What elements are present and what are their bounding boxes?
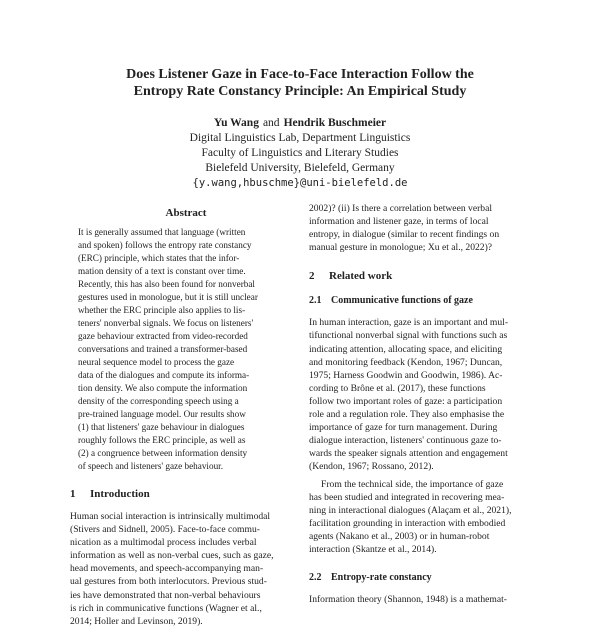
- section-heading-related-work: [309, 269, 533, 283]
- subsection-title: Entropy-rate constancy: [331, 572, 432, 584]
- author-conjunction: and: [262, 117, 280, 129]
- section-heading-introduction: [70, 487, 302, 501]
- title-line: Entropy Rate Constancy Principle: An Empirical Study: [133, 84, 467, 99]
- paper-title: [0, 66, 600, 100]
- text-line: Information theory (Shannon, 1948) is a mathemat-: [309, 594, 507, 606]
- text-line: (ERC) principle, which states that the infor-: [78, 253, 240, 263]
- text-line: It is generally assumed that language (written: [78, 227, 246, 237]
- text-line: teners' nonverbal signals. We focus on listeners': [78, 318, 254, 328]
- text-line: (Stivers and Sidnell, 2005). Face-to-face commu-: [70, 524, 260, 536]
- text-line: follow two important roles of gaze: a participation: [309, 395, 503, 407]
- text-line: manual gesture in monologue; Xu et al., 2022)?: [309, 242, 493, 254]
- text-line: and spoken) follows the entropy rate constancy: [78, 240, 252, 250]
- text-line: whether the ERC principle also applies to lis-: [78, 305, 246, 315]
- text-line: ning in interactional dialogues (Alaçam et al., 2021),: [309, 504, 512, 516]
- text-line: (1) that listeners' gaze behaviour in dialogues: [78, 422, 245, 432]
- text-line: information as well as non-verbal cues, such as gaze,: [70, 550, 274, 562]
- section-title: Related work: [329, 270, 393, 283]
- abstract-heading: Abstract: [165, 207, 207, 219]
- text-line: has been studied and integrated in recovering mea-: [309, 491, 505, 503]
- text-line: ies have demonstrated that non-verbal behaviours: [70, 589, 261, 601]
- section-number: 2: [309, 270, 315, 283]
- text-line: and monitoring feedback (Kendon, 1967; Duncan,: [309, 356, 503, 368]
- author-name: Hendrik Buschmeier: [283, 117, 387, 129]
- text-line: 1975; Harness Goodwin and Goodwin, 1986). Ac-: [309, 369, 503, 381]
- text-line: tifunctional nonverbal signal with functions such as: [309, 330, 508, 342]
- text-line: roughly follows the ERC principle, as well as: [78, 435, 246, 445]
- text-line: information and listener gaze, in terms of local: [309, 216, 489, 228]
- text-line: Recently, this has also been found for nonverbal: [78, 279, 255, 289]
- text-line: is rich in communicative functions (Wagner et al.,: [70, 602, 262, 614]
- text-line: mation density of a text is constant over time.: [78, 266, 246, 276]
- author-block: [0, 116, 600, 191]
- text-line: In human interaction, gaze is an important and mul-: [309, 317, 509, 329]
- text-line: agents (Nakano et al., 2003) or in human-robot: [309, 530, 490, 542]
- text-line: neural sequence model to process the gaze: [78, 357, 235, 367]
- right-column: [309, 202, 533, 606]
- text-line: dialogue interaction, listeners' continuous gaze to-: [309, 435, 502, 447]
- text-line: density of the corresponding speech using a: [78, 396, 239, 406]
- text-line: indicating attention, allocating space, and eliciting: [309, 343, 503, 355]
- text-line: interaction (Skantze et al., 2014).: [309, 543, 437, 555]
- section-number: 1: [70, 488, 76, 500]
- text-line: cording to Brône et al. (2017), these functions: [309, 382, 486, 394]
- text-line: (2) a congruence between information density: [78, 448, 248, 458]
- text-line: importance of gaze for turn management. During: [309, 422, 498, 434]
- text-line: Human social interaction is intrinsically multimodal: [70, 511, 271, 522]
- subsection-heading-entropy: [309, 571, 533, 584]
- text-line: role and a regulation role. They also emphasise the: [309, 409, 505, 421]
- gaze-paragraph-2: [309, 478, 533, 557]
- introduction-body: [70, 510, 302, 628]
- text-line: facilitation grounding in interaction with embodied: [309, 517, 506, 529]
- author-name: Yu Wang: [213, 117, 259, 129]
- text-line: ual gestures from both interlocutors. Previous stud-: [70, 576, 267, 588]
- text-line: of speech and listeners' gaze behaviour.: [78, 461, 224, 471]
- text-line: nication as a multimodal process includes verbal: [70, 537, 257, 549]
- section-title: Introduction: [90, 488, 150, 500]
- subsection-title: Communicative functions of gaze: [331, 295, 473, 307]
- affiliation-line: Bielefeld University, Bielefeld, Germany: [205, 162, 395, 174]
- affiliation-line: Digital Linguistics Lab, Department Linguistics: [189, 132, 411, 144]
- affiliation-line: Faculty of Linguistics and Literary Studies: [201, 147, 399, 159]
- text-line: 2014; Holler and Levinson, 2019).: [70, 615, 203, 627]
- author-email: {y.wang,hbuschme}@uni-bielefeld.de: [192, 177, 408, 189]
- entropy-paragraph: [309, 593, 533, 606]
- gaze-paragraph-1: [309, 316, 533, 473]
- abstract-body: [70, 226, 302, 473]
- text-line: gestures used in monologue, but it is still unclear: [78, 292, 258, 302]
- text-line: entropy, in dialogue (similar to recent findings on: [309, 229, 500, 241]
- text-line: From the technical side, the importance of gaze: [321, 478, 504, 490]
- title-line: Does Listener Gaze in Face-to-Face Interaction Follow the: [126, 67, 474, 82]
- left-column: [70, 202, 302, 628]
- author-names: [0, 116, 600, 131]
- text-line: pre-trained language model. Our results show: [78, 409, 246, 419]
- text-line: wards the speaker signals attention and engagement: [309, 448, 508, 460]
- subsection-number: 2.2: [309, 572, 322, 584]
- text-line: (Kendon, 1967; Rossano, 2012).: [309, 461, 434, 473]
- research-questions-text: [309, 202, 533, 254]
- subsection-number: 2.1: [309, 295, 322, 307]
- subsection-heading-gaze: [309, 294, 533, 307]
- text-line: conversations and trained a transformer-based: [78, 344, 248, 354]
- text-line: gaze behaviour extracted from video-recorded: [78, 331, 248, 341]
- text-line: tion density. We also compute the information: [78, 383, 248, 393]
- text-line: data of the dialogues and compute its informa-: [78, 370, 250, 380]
- text-line: 2002)? (ii) Is there a correlation between verbal: [309, 203, 492, 214]
- text-line: head movements, and speech-accompanying man-: [70, 563, 264, 575]
